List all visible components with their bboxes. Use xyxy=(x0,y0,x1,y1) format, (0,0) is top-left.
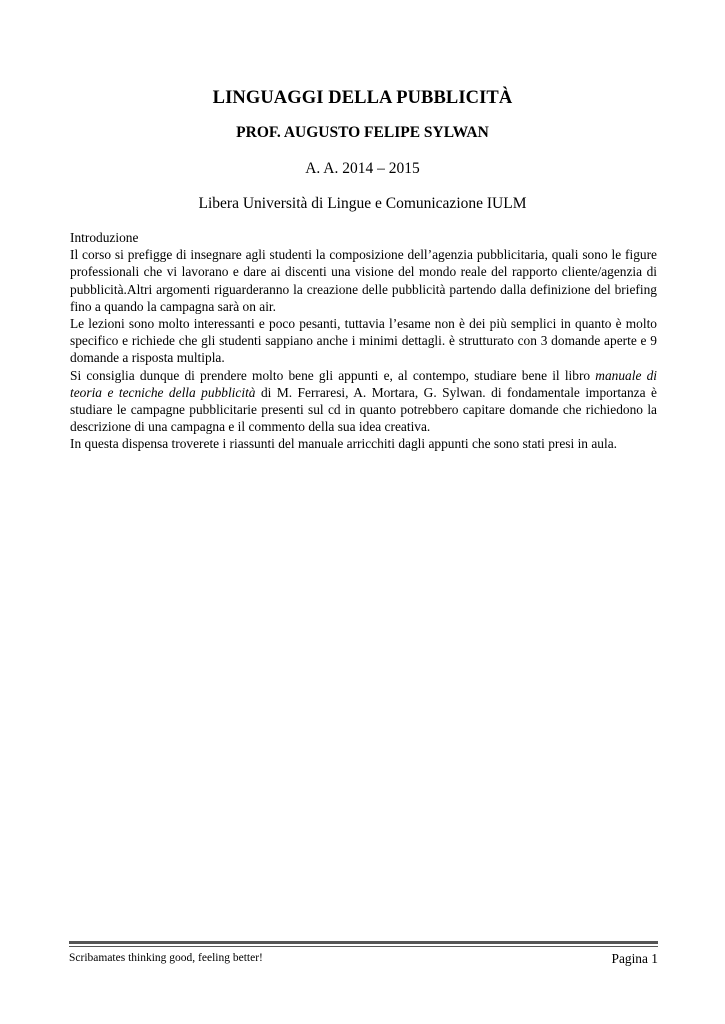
intro-heading: Introduzione xyxy=(70,230,139,245)
academic-year: A. A. 2014 – 2015 xyxy=(305,160,420,177)
professor-name: PROF. AUGUSTO FELIPE SYLWAN xyxy=(236,124,489,141)
study-advice-text-end: di M. Ferraresi, A. Mortara, G. Sylwan. di fondamentale importanza è studiare le campagne pubblicitarie presenti sul cd in quanto potrebbero capitare domande che richiedono la descrizione di una campagna e il commento della sua idea creativa. xyxy=(70,384,657,435)
paragraph-dispensa: In questa dispensa troverete i riassunti del manuale arricchiti dagli appunti che sono stati presi in aula. xyxy=(70,436,617,452)
page-number: Pagina 1 xyxy=(611,951,658,966)
study-advice-text-start: Si consiglia dunque di prendere molto bene gli appunti e, al contempo, studiare bene il libro xyxy=(70,367,596,383)
document-title: LINGUAGGI DELLA PUBBLICITÀ xyxy=(212,88,513,108)
footer-divider-thin xyxy=(69,946,658,947)
paragraph-course-goals: Il corso si prefigge di insegnare agli studenti la composizione dell’agenzia pubblicitaria, quali sono le figure professionali che vi lavorano e dare ai discenti una visione del mondo reale del rapporto cliente/agenzia di pubblicità.Altri argomenti riguarderanno la creazione delle pubblicità partendo dalla definizione del briefing fino a quando la campagna sarà on air. xyxy=(70,247,657,314)
paragraph-lessons-exam: Le lezioni sono molto interessanti e poco pesanti, tuttavia l’esame non è dei più semplici in quanto è molto specifico e richiede che gli studenti sappiano anche i minimi dettagli. è strutturato con 3 domande aperte e 9 domande a risposta multipla. xyxy=(70,316,657,366)
university-name: Libera Università di Lingue e Comunicazione IULM xyxy=(198,195,527,212)
footer-tagline: Scribamates thinking good, feeling better! xyxy=(69,952,263,964)
paragraph-study-advice xyxy=(70,367,657,436)
footer-divider-thick xyxy=(69,941,658,944)
book-title: manuale di teoria e tecniche della pubblicità xyxy=(70,367,657,400)
body-text xyxy=(70,229,657,453)
